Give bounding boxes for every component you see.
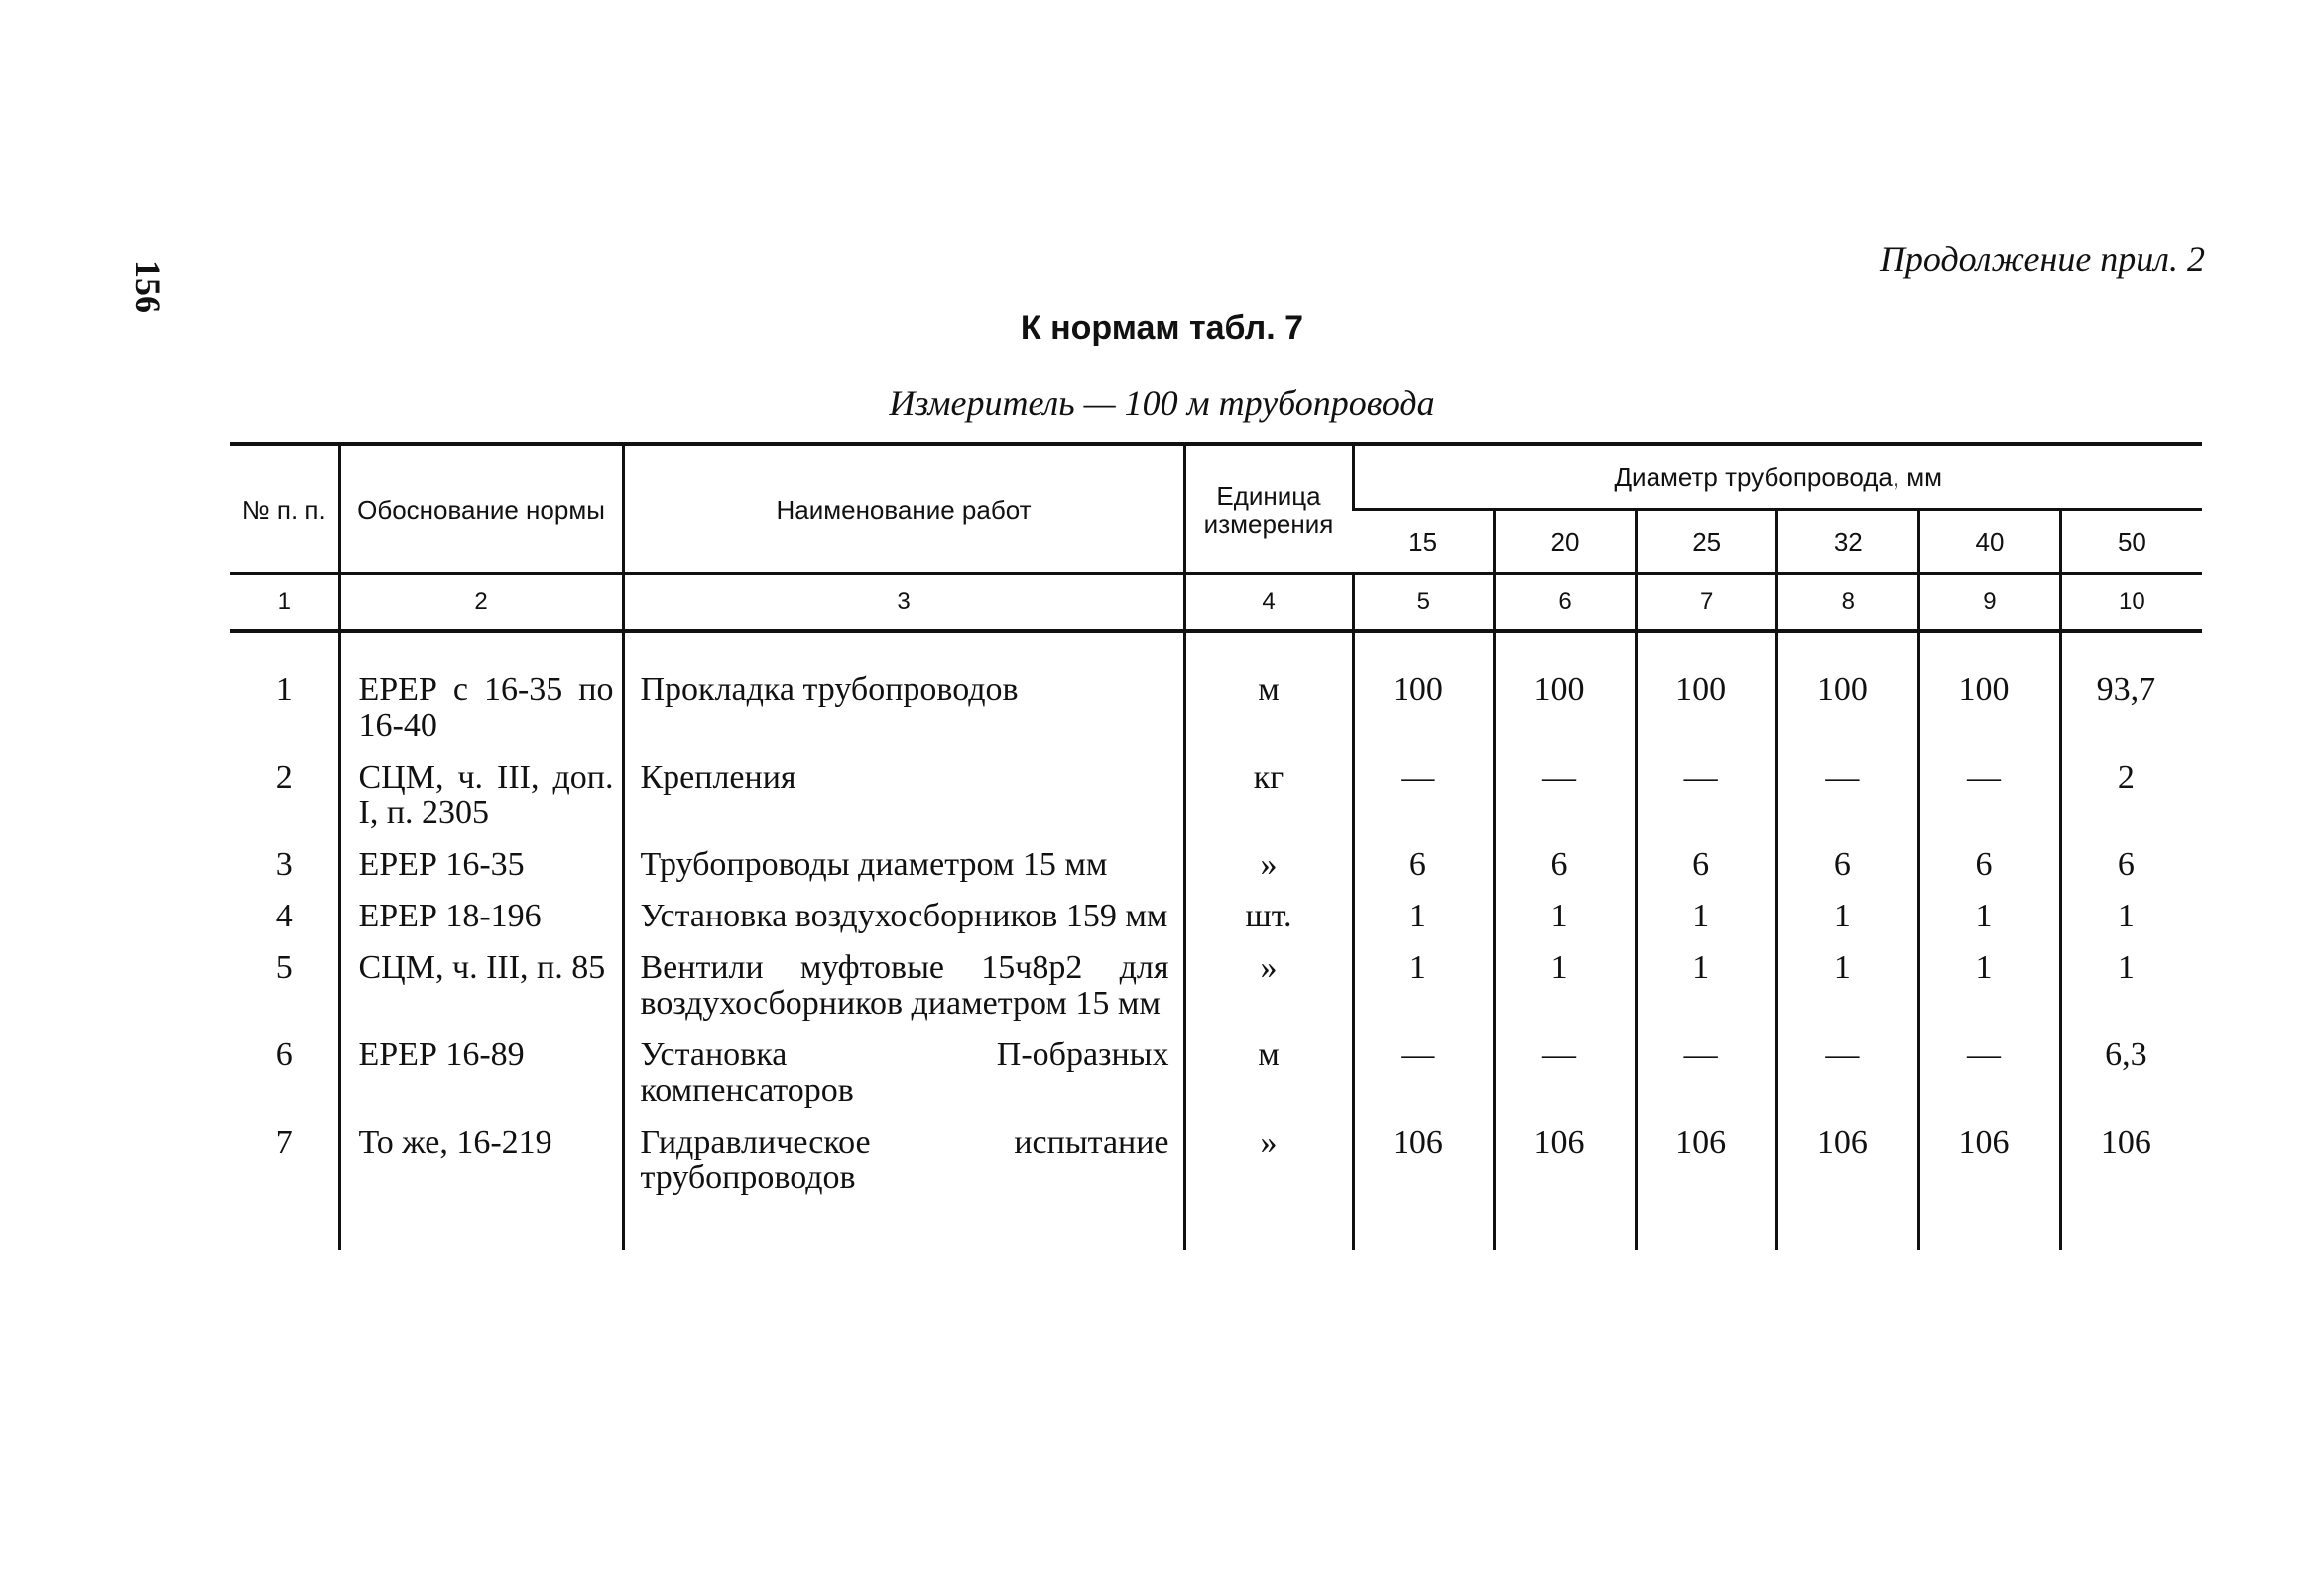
header-diameter-value: 32 (1777, 510, 1919, 574)
row-unit: » (1184, 847, 1353, 899)
row-value: — (1495, 760, 1637, 847)
row-basis: ЕРЕР 16-89 (339, 1038, 623, 1125)
row-value: — (1777, 760, 1919, 847)
column-number: 4 (1184, 574, 1353, 632)
row-value: 100 (1777, 631, 1919, 760)
row-value: 1 (1353, 899, 1495, 950)
header-work: Наименование работ (623, 444, 1184, 574)
row-value: 106 (1636, 1125, 1777, 1250)
row-unit: м (1184, 1038, 1353, 1125)
row-value: 1 (1919, 950, 2061, 1038)
row-work: Установка П-образных компенсаторов (623, 1038, 1184, 1125)
header-no: № п. п. (241, 494, 326, 525)
row-value: 1 (1636, 950, 1777, 1038)
row-value: 6 (1919, 847, 2061, 899)
header-diameter-value: 15 (1408, 527, 1438, 556)
row-value: — (1353, 1038, 1495, 1125)
table-row (230, 950, 2202, 1038)
row-value: 1 (1777, 899, 1919, 950)
row-value: — (1636, 760, 1777, 847)
column-number: 1 (277, 588, 291, 615)
row-value: — (1495, 1038, 1637, 1125)
row-value: 1 (1919, 899, 2061, 950)
row-unit: » (1184, 950, 1353, 1038)
norms-table (230, 442, 2202, 1250)
row-value: 106 (2060, 1125, 2202, 1250)
row-value: 1 (2060, 950, 2202, 1038)
row-value: 2 (2060, 760, 2202, 847)
row-number: 7 (275, 1124, 293, 1161)
row-work: Крепления (623, 760, 1184, 847)
row-work: Прокладка трубопроводов (623, 631, 1184, 760)
row-value: — (1636, 1038, 1777, 1125)
column-number: 10 (2060, 574, 2202, 632)
row-value: — (1919, 760, 2061, 847)
row-value: 1 (1777, 950, 1919, 1038)
column-number: 5 (1353, 574, 1495, 632)
table-row (230, 760, 2202, 847)
table-row (230, 847, 2202, 899)
row-value: 1 (1495, 899, 1637, 950)
row-number: 5 (275, 949, 293, 986)
column-number: 2 (339, 574, 623, 632)
row-value: 1 (2060, 899, 2202, 950)
row-work: Вентили муфтовые 15ч8р2 для воздухосборников диаметром 15 мм (623, 950, 1184, 1038)
row-number: 1 (275, 672, 293, 708)
header-unit: Единица измерения (1184, 444, 1353, 574)
table-row (230, 1125, 2202, 1250)
row-number: 2 (275, 759, 293, 796)
table-row (230, 899, 2202, 950)
column-number: 6 (1495, 574, 1637, 632)
column-number: 3 (623, 574, 1184, 632)
page-number: 156 (128, 260, 168, 313)
measure-unit: Измеритель — 100 м трубопровода (889, 383, 1435, 423)
row-number: 6 (275, 1037, 293, 1073)
row-basis: ЕРЕР 18-196 (339, 899, 623, 950)
header-diameter-value: 40 (1919, 510, 2061, 574)
row-number: 4 (275, 898, 293, 934)
row-value: 6 (1495, 847, 1637, 899)
row-value: 93,7 (2060, 631, 2202, 760)
row-basis: СЦМ, ч. III, п. 85 (339, 950, 623, 1038)
continuation-note: Продолжение прил. 2 (1879, 239, 2205, 279)
row-value: — (1777, 1038, 1919, 1125)
header-diameter-value: 50 (2060, 510, 2202, 574)
row-unit: м (1184, 631, 1353, 760)
row-value: 100 (1353, 631, 1495, 760)
header-diameter-value: 25 (1636, 510, 1777, 574)
row-value: 106 (1777, 1125, 1919, 1250)
row-value: 100 (1919, 631, 2061, 760)
row-work: Трубопроводы диаметром 15 мм (623, 847, 1184, 899)
row-basis: ЕРЕР с 16-35 по 16-40 (339, 631, 623, 760)
row-work: Гидравлическое испытание трубопроводов (623, 1125, 1184, 1250)
row-value: — (1353, 760, 1495, 847)
row-value: 1 (1636, 899, 1777, 950)
row-value: 6 (1636, 847, 1777, 899)
header-diameter: Диаметр трубопровода, мм (1353, 444, 2202, 510)
row-work: Установка воздухосборников 159 мм (623, 899, 1184, 950)
row-value: 6 (1353, 847, 1495, 899)
table-row (230, 1038, 2202, 1125)
row-value: 6 (1777, 847, 1919, 899)
row-value: 1 (1495, 950, 1637, 1038)
table-title: К нормам табл. 7 (1020, 309, 1304, 347)
row-basis: То же, 16-219 (339, 1125, 623, 1250)
row-unit: кг (1184, 760, 1353, 847)
row-number: 3 (275, 846, 293, 883)
column-number: 8 (1777, 574, 1919, 632)
row-unit: » (1184, 1125, 1353, 1250)
row-unit: шт. (1184, 899, 1353, 950)
header-diameter-value: 20 (1495, 510, 1637, 574)
row-value: 6,3 (2060, 1038, 2202, 1125)
row-value: 106 (1919, 1125, 2061, 1250)
row-basis: СЦМ, ч. III, доп. I, п. 2305 (339, 760, 623, 847)
row-value: 106 (1353, 1125, 1495, 1250)
table-row (230, 631, 2202, 760)
row-value: 1 (1353, 950, 1495, 1038)
row-value: 100 (1636, 631, 1777, 760)
column-number: 9 (1919, 574, 2061, 632)
row-value: — (1919, 1038, 2061, 1125)
row-basis: ЕРЕР 16-35 (339, 847, 623, 899)
header-basis: Обоснование нормы (339, 444, 623, 574)
column-number: 7 (1636, 574, 1777, 632)
row-value: 106 (1495, 1125, 1637, 1250)
row-value: 100 (1495, 631, 1637, 760)
row-value: 6 (2060, 847, 2202, 899)
